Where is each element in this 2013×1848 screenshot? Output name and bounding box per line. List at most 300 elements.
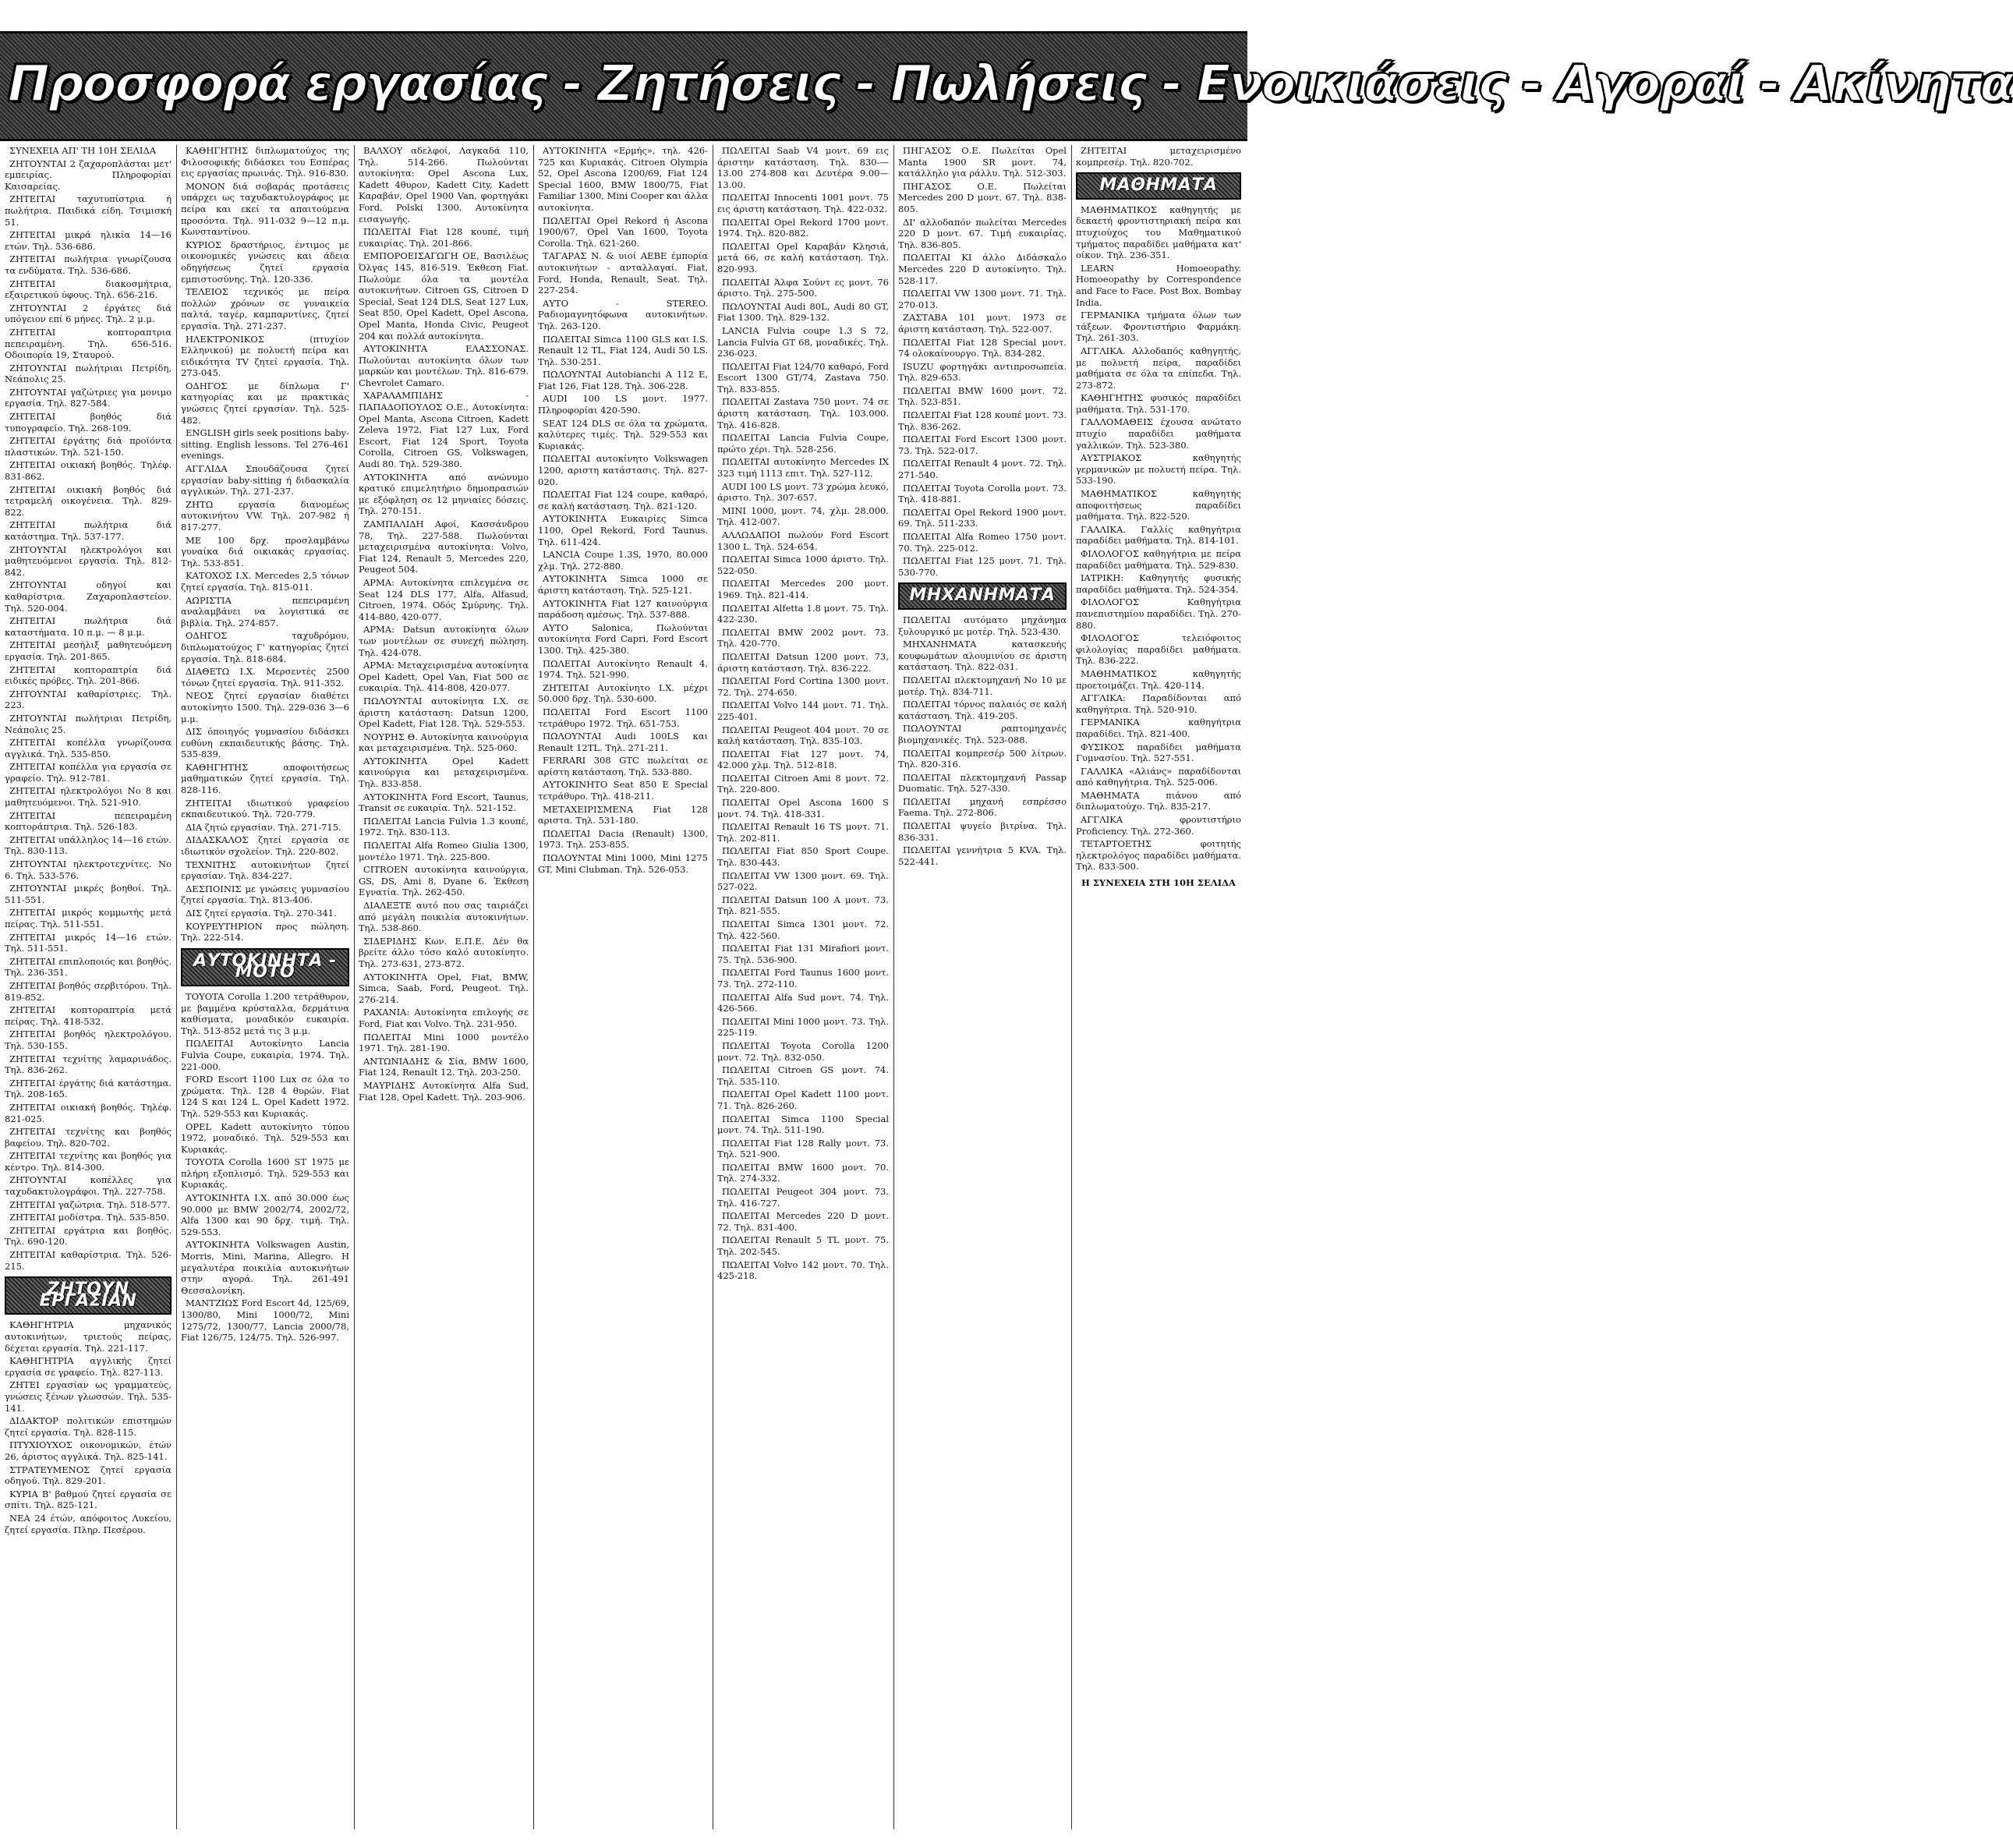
classified-ad [717,145,889,190]
classified-ad-text: ΠΩΛΕΙΤΑΙ Fiat 128 κουπέ μοντ. 73. Τηλ. 836-262. [898,409,1067,432]
classified-ad-text: ΖΗΤΕΙΤΑΙ τεχνίτης λαμαρινάδος. Τηλ. 836-262. [5,1053,172,1076]
classified-ad-text: ΠΩΛΕΙΤΑΙ Opel Kadett 1100 μοντ. 71. Τηλ. 826-260. [717,1089,889,1111]
classified-ad-text: ΖΗΤΕΙΤΑΙ ταχυτυπίστρια ή πωλήτρια. Παιδικά είδη. Τσιμισκή 51. [5,193,172,228]
classified-ad-text: ΦΙΛΟΛΟΓΟΣ Καθηγήτρια πανεπιστημίου παραδίδει. Τηλ. 270-880. [1076,597,1241,631]
classified-ad-text: ΖΗΤΕΙΤΑΙ οικιακή βοηθός. Τηλέφ. 821-025. [5,1101,172,1124]
classified-ad-text: ΖΗΤΟΥΝΤΑΙ ηλεκτρολόγοι και μαθητευόμενοι εργασία. Τηλ. 812-842. [5,543,172,578]
classified-ad [1076,310,1241,344]
classified-ad [538,215,708,250]
classified-ad [898,312,1067,335]
classified-ad-text: ΠΩΛΟΥΝΤΑΙ αυτοκίνητα Ι.Χ. σε άριστη κατάσταση: Datsun 1200, Opel Kadett, Fiat 128. Τηλ. 529-553. [359,695,529,730]
classified-ad-text: ΔΙΑΛΕΞΤΕ αυτό που σας ταιριάζει από μεγάλη ποικιλία αυτοκινήτων. Τηλ. 538-860. [359,900,529,934]
classified-ad [5,932,172,954]
classified-ad-text: ΖΗΤΟΥΝΤΑΙ ηλεκτροτεχνίτες. Νο 6. Τηλ. 533-576. [5,859,172,881]
classified-ad-text: FORD Escort 1100 Lux σε όλα το χρώματα. Τηλ. 128 4 θυρών. Fiat 124 S και 124 L. Opel Kadett 1972. Τηλ. 529-553 και Κυριακάς. [181,1074,349,1119]
classified-ad-text: ΠΩΛΕΙΤΑΙ Opel Καραβάν Κλησιά, μετά 66, σε καλή κατάσταση. Τηλ. 820-993. [717,240,889,274]
classified-ad [181,381,349,426]
classified-ad-text: ΠΩΛΕΙΤΑΙ Fiat 128 Rally μοντ. 73. Τηλ. 521-900. [717,1137,889,1160]
classified-ad-text: ΑΥΤΟ - STEREO. Ραδιομαγνητόφωνα αυτοκινήτων. Τηλ. 263-120. [538,297,708,331]
classified-ad [5,1004,172,1027]
classified-ad [898,639,1067,673]
classified-ad [717,724,889,747]
classified-ad [5,387,172,409]
classified-ad [1076,548,1241,571]
classified-ad [1076,488,1241,522]
classified-ad-text: ΠΩΛΕΙΤΑΙ Mini 1000 μοντ. 73. Τηλ. 225-119. [717,1015,889,1039]
classified-ad [5,278,172,301]
classified-ad-text: ΠΩΛΕΙΤΑΙ BMW 1600 μοντ. 70. Τηλ. 274-332. [717,1161,889,1184]
classified-ad-text: ΠΩΛΕΙΤΑΙ Mercedes 200 μοντ. 1969. Τηλ. 821-414. [717,578,889,600]
classified-ad [181,859,349,882]
classified-ad [1076,263,1241,308]
column-6 [898,145,1067,1829]
classified-ad [538,453,708,487]
classified-ad [717,1016,889,1039]
classified-ad-text: ΖΗΤΕΙΤΑΙ έργάτης διά προϊόντα πλαστικών. Τηλ. 521-150. [5,435,172,458]
classified-ad [5,1513,172,1535]
classified-ad [5,1150,172,1173]
classified-ad-text: ΑΓΓΛΙΚΑ: Παραδίδονται από καθηγήτρια. Τηλ. 520-910. [1076,692,1241,715]
classified-ad-text: ΖΗΤΕΙΤΑΙ έργάτης διά κατάστημα. Τηλ. 208-165. [5,1077,172,1100]
classified-ad [898,434,1067,456]
classified-ad [898,507,1067,529]
classified-ad-text: ΜΕΤΑΧΕΙΡΙΣΜΕΝΑ Fiat 128 αριστα. Τηλ. 531-180. [538,803,708,827]
classified-ad-text: ΠΩΛΕΙΤΑΙ Αυτοκίνητο Lancia Fulvia Coupe, ευκαιρία, 1974. Τηλ. 221-000. [181,1038,349,1072]
classified-ad-text: ΖΗΤΕΙΤΑΙ μεσήλιξ μαθητευόμενη εργασία. Τηλ. 201-865. [5,639,172,662]
classified-ad-text: ΤΕΧΝΙΤΗΣ αυτοκινήτων ζητεί εργασίαν. Τηλ. 834-227. [181,859,349,882]
classified-ad-text: ΠΩΛΕΙΤΑΙ Volvo 144 μοντ. 71. Τηλ. 225-401. [717,699,889,722]
classified-ad-text: ΠΩΛΕΙΤΑΙ Dacia (Renault) 1300, 1973. Τηλ. 253-855. [538,827,708,851]
column-7 [1076,145,1241,1829]
classified-ad [181,334,349,379]
classified-ad-text: ΠΩΛΕΙΤΑΙ Mini 1000 μοντέλο 1971. Τηλ. 281-190. [359,1031,529,1054]
column-7-ads [1076,145,1241,168]
classified-ad [181,666,349,689]
classified-ad-text: ΑΥΤΟ Salonica, Πωλούνται αυτοκίνητα Ford Capri, Ford Escort 1300. Τηλ. 425-380. [538,621,708,656]
classified-ad [181,499,349,533]
classified-ad [898,674,1067,697]
classified-ad-text: ΖΗΤΕΙΤΑΙ ιδιωτικού γραφείου εκπαιδευτικού. Τηλ. 720-779. [181,797,349,820]
classified-ad [717,1210,889,1233]
classified-ad-text: ΦΙΛΟΛΟΓΟΣ καθηγήτρια με πείρα παραδίδει μαθήματα. Τηλ. 529-830. [1076,548,1241,571]
classified-ad [1076,204,1241,261]
classified-ad [181,921,349,943]
classified-ad-text: ΑΝΤΩΝΙΑΔΗΣ & Σία, BMW 1600, Fiat 124, Renault 12. Τηλ. 203-250. [359,1055,529,1078]
classified-ad-text: ΠΩΛΕΙΤΑΙ Ford Cortina 1300 μοντ. 72. Τηλ. 274-650. [717,675,889,698]
classified-ad-text: ΑΥΤΟΚΙΝΗΤΟ Seat 850 E Special τετράθυρο. Τηλ. 418-211. [538,779,708,802]
classified-ad-text: ΚΑΤΟΧΟΣ Ι.Χ. Mercedes 2,5 τόνων ζητεί εργασία. Τηλ. 815-011. [181,570,349,593]
classified-ad-text: ΠΩΛΕΙΤΑΙ BMW 1600 μοντ. 72. Τηλ. 523-851. [898,384,1067,408]
classified-ad [717,797,889,820]
classified-ad [717,894,889,917]
column-divider [1071,145,1072,1829]
classifieds-banner [0,31,2013,141]
classified-ad-text: ΑΥΤΟΚΙΝΗΤΑ «Ερμής», τηλ. 426-725 και Κυριακάς. Citroen Olympia 52, Opel Ascona 1200/69, Fiat 124 Special 1600, BMW 1800/75, Fiat Familiar 1300, Mini Cooper και άλλα αυτοκίνητα. [538,145,708,213]
classified-ad [181,798,349,820]
classified-ad-text: ΖΗΤΕΙΤΑΙ γαζώτρια. Τηλ. 518-577. [9,1198,171,1210]
classified-ad-text: ΑΓΓΛΙΚΑ φροντιστήριο Proficiency. Τηλ. 272-360. [1076,814,1241,837]
classified-ad [181,1074,349,1119]
classified-ad-text: ΖΗΤΕΙΤΑΙ κοπτοραπτρία μετά πείρας. Τηλ. 418-532. [5,1004,172,1027]
classified-ad-text: ΙΑΤΡΙΚΗ: Καθηγητής φυσικής παραδίδει μαθήματα. Τηλ. 524-354. [1076,572,1241,595]
classified-ad-text: ΑΥΤΟΚΙΝΗΤΑ Opel, Fiat, BMW, Simca, Saab, Ford, Peugeot. Τηλ. 276-214. [359,971,529,1005]
classified-ad-text: ΜΕ 100 δρχ. προσλαμβάνω γυναίκα διά οικιακάς εργασίας. Τηλ. 533-851. [181,534,349,568]
classified-ad [5,158,172,193]
classified-ad-text: ΖΗΤΟΥΝΤΑΙ πωλήτριαι Πετρίδη, Νεάπολις 25. [5,362,172,385]
classified-ad-text: ΔΙΔΑΚΤΟΡ πολιτικών επιστημών ζητεί εργασία. Τηλ. 828-115. [5,1415,172,1438]
column-7b-ads [1076,204,1241,873]
classified-ad-text: ΖΗΤΕΙΤΑΙ Αυτοκίνητο Ι.Χ. μέχρι 50.000 δρχ. Τηλ. 530-600. [538,681,708,705]
classified-ad-text: ΖΗΤΩ εργασία διανομέως αυτοκινήτου VW. Τηλ. 207-982 ή 817-277. [181,498,349,533]
column-divider [176,145,177,1829]
classified-ad [5,1379,172,1414]
classified-ad-text: ΜΑΘΗΜΑΤΙΚΟΣ καθηγητής προετοιμάζει. Τηλ. 420-114. [1076,667,1241,691]
classified-ad [5,810,172,833]
classified-ad [538,682,708,705]
classified-ad [5,883,172,905]
classified-ad [181,883,349,906]
classified-ad [359,864,529,898]
classified-ad [359,936,529,970]
classified-ad [359,840,529,862]
classified-ad [898,555,1067,578]
classified-ad-text: ΠΗΓΑΣΟΣ Ο.Ε. Πωλείται Opel Manta 1900 SR μοντ. 74, κατάλληλο για ράλλυ. Τηλ. 512-303. [898,145,1067,179]
classified-ad [538,779,708,802]
classified-ad [5,1225,172,1248]
classified-ad-text: ΖΗΤΕΙΤΑΙ κοπτοραπτρια πεπειραμένη. Τηλ. 656-516. Οδοιπορία 19, Σταυρού. [5,326,172,361]
classified-ad-text: ΠΩΛΕΙΤΑΙ Fiat 125 μοντ. 71. Τηλ. 530-770. [898,555,1067,578]
classified-ad-text: ΖΗΤΕΙΤΑΙ πωλήτρια γνωρίζουσα τα ενδύματα. Τηλ. 536-686. [5,253,172,276]
classified-ad-text: ΠΩΛΕΙΤΑΙ Zastava 750 μοντ. 74 σε άριστη κατάσταση. Τηλ. 103.000. Τηλ. 416-828. [717,396,889,430]
classified-ad-text: ΚΑΘΗΓΗΤΡΙΑ αγγλικής ζητεί εργασία σε γραφείο. Τηλ. 827-113. [5,1355,172,1378]
classified-ad [538,145,708,214]
classified-ad-text: ΠΩΛΕΙΤΑΙ Innocenti 1001 μοντ. 75 εις άριστη κατάσταση. Τηλ. 422-032. [717,192,889,214]
classified-ad [538,658,708,681]
classified-ad [181,239,349,285]
classified-ad [359,731,529,754]
classified-ad-text: ΠΩΛΕΙΤΑΙ Opel Ascona 1600 S μοντ. 74. Τηλ. 418-331. [717,797,889,820]
classified-ad [5,615,172,638]
classified-ad-text: ΖΗΤΕΙΤΑΙ βοηθός σερβιτόρου. Τηλ. 819-852. [5,979,172,1003]
classified-ad-text: ΖΗΤΕΙΤΑΙ εργάτρια και βοηθός. Τηλ. 690-120. [5,1224,172,1248]
classified-ad [538,369,708,391]
classified-ad [898,252,1067,286]
classified-ad-text: ΖΗΤΕΙΤΑΙ μεταχειρισμένο κομπρεσέρ. Τηλ. 820-702. [1076,145,1241,168]
classified-ad-text: ΠΩΛΕΙΤΑΙ Datsun 100 A μοντ. 73. Τηλ. 821-555. [717,894,889,917]
classified-ad [898,844,1067,867]
classified-ad-text: ΔΕΣΠΟΙΝΙΣ με γνώσεις γυμνασίου ζητεί εργασία. Τηλ. 813-406. [181,883,349,906]
classified-ad-text: ΠΩΛΕΙΤΑΙ Saab V4 μοντ. 69 εις άριστην κατάσταση. Τηλ. 830-—13.00 274-808 και Δευτέρα 9.00—13.00. [717,145,889,190]
classified-ad [717,1113,889,1136]
classified-ad [898,796,1067,819]
classified-ad [898,772,1067,795]
classified-ad-text: ENGLISH girls seek positions baby-sitting. English lessons. Tel 276-461 evenings. [181,427,349,462]
classified-ad [717,241,889,275]
classified-ad-text: ΠΩΛΕΙΤΑΙ αυτοκίνητο Volkswagen 1200, αριστη κατάστασις. Τηλ. 827-020. [538,453,708,487]
classified-ad-text: ΚΑΘΗΓΗΤΗΣ αποφοιτήσεως μαθηματικών ζητεί εργασία. Τηλ. 828-116. [181,761,349,796]
classified-ad [5,664,172,687]
classified-ad [717,505,889,528]
classified-ad [181,595,349,629]
classified-ad [181,1156,349,1191]
classified-ad-text: ΔΙΣ όποιηγός γυμνασίου διδάσκει ευθύνη εκπαιδευτικής βάσης. Τηλ. 535-839. [181,726,349,760]
classified-ad [5,327,172,361]
classified-ad-text: ΚΟΥΡΕΥΤΗΡΙΟΝ προς πώληση. Τηλ. 222-514. [181,920,349,943]
classified-ad-text: ΠΩΛΕΙΤΑΙ Renault 16 TS μοντ. 71. Τηλ. 202-811. [717,821,889,844]
classified-ad [359,624,529,658]
classified-ad-text: ΚΑΘΗΓΗΤΡΙΑ μηχανικός αυτοκινήτων, τριετούς πείρας, δέχεται εργασία. Τηλ. 221-117. [5,1319,172,1354]
classified-ad-text: MINI 1000, μοντ. 74, χλμ. 28.000. Τηλ. 412-007. [717,504,889,528]
classified-ad [538,573,708,596]
classified-ad [1076,452,1241,487]
classified-ad [1076,392,1241,415]
classified-ad-text: ΜΗΧΑΝΗΜΑΤΑ κατασκευής κουφωμάτων αλουμινίου σε άριστη κατάσταση. Τηλ. 822-031. [898,639,1067,673]
classified-ad-text: ΠΩΛΕΙΤΑΙ ΚΙ άλλο Διδάσκαλο Mercedes 220 D αυτοκίνητο. Τηλ. 528-117. [898,252,1067,286]
classified-ad [5,435,172,458]
classified-ad [5,145,172,157]
classified-ad [5,1415,172,1438]
classified-ad-text: ΠΩΛΟΥΝΤΑΙ Audi 80L, Audi 80 GT, Fiat 1300. Τηλ. 829-132. [717,300,889,324]
classified-ad-text: ΖΗΤΕΙΤΑΙ επιπλοποιός και βοηθός. Τηλ. 236-351. [5,955,172,979]
column-divider [893,145,894,1829]
classified-ad-text: ΖΗΤΕΙΤΑΙ πεπειραμένη κοπτοράπτρια. Τηλ. 526-183. [5,809,172,833]
classified-ad-text: ΤΕΛΕΙΟΣ τεχνικός με πείρα πολλών χρόνων σε γυναικεία παλτά, ταγέρ, καμπαρντίνες, ζητεί εργασία. Τηλ. 271-237. [181,286,349,331]
classified-ad [5,411,172,434]
classified-ad-text: ΖΗΤΕΙΤΑΙ πωλήτρια διά καταστήματα. 10 π.μ. — 8 μ.μ. [5,615,172,638]
classified-ad [359,577,529,622]
classified-ad-text: ΠΩΛΕΙΤΑΙ μηχανή εσπρέσσο Faema. Τηλ. 272-806. [898,795,1067,819]
classified-ad [1076,345,1241,391]
classified-ad-text: ΖΗΤΟΥΝΤΑΙ 2 ζαχαροπλάσται μετ' εμπειρίας. Πληροφορίαι Καισαρείας. [5,158,172,192]
classified-ad [1076,668,1241,691]
classified-ad [717,1089,889,1111]
classified-ad [359,660,529,694]
classified-ad [5,1464,172,1487]
classified-ad [1076,742,1241,764]
classified-ad-text: ΠΩΛΕΙΤΑΙ πλεκτομηχανή Passap Duomatic. Τηλ. 527-330. [898,771,1067,795]
classified-ad [181,286,349,331]
classified-ad-text: ΠΩΛΕΙΤΑΙ Simca 1100 GLS και I.S. Renault 12 TL, Fiat 124, Audi 50 LS. Τηλ. 530-251. [538,333,708,367]
classified-ad [5,544,172,579]
classified-ad-text: ΖΗΤΕΙΤΑΙ κοπέλλα για εργασία σε γραφείο. Τηλ. 912-781. [5,761,172,784]
classified-ad [5,1355,172,1378]
column-6-ads [898,145,1067,578]
classified-ad [5,1102,172,1124]
classified-ad [717,943,889,965]
classified-ad-text: ΠΩΛΕΙΤΑΙ Fiat 850 Sport Coupe. Τηλ. 830-443. [717,845,889,869]
classified-ad [359,145,529,225]
classified-ad-text: ΖΗΤΕΙΤΑΙ κοπτοραπτρία διά ειδικές πρόβες. Τηλ. 201-866. [5,664,172,687]
classified-ad [717,432,889,455]
classified-ad [181,1121,349,1156]
classified-ad [5,519,172,542]
classified-ad-text: ΠΩΛΕΙΤΑΙ Simca 1301 μοντ. 72. Τηλ. 422-560. [717,919,889,941]
classified-ad [898,723,1067,745]
classified-ad-text: ΑΥΣΤΡΙΑΚΟΣ καθηγητής γερμανικών με πολυετή πείρα. Τηλ. 533-190. [1076,452,1241,487]
classified-ad-text: ΠΩΛΟΥΝΤΑΙ Autobianchi A 112 E, Fiat 126, Fiat 128. Τηλ. 306-228. [538,369,708,391]
classified-ad [1076,524,1241,547]
classified-ad-text: ΓΑΛΛΙΚΑ «Αλιάνς» παραδίδονται από καθηγήτρια. Τηλ. 525-006. [1076,765,1241,788]
classified-ad [898,820,1067,843]
classified-ad-text: ΖΗΤΕΙΤΑΙ μικρός κομμωτής μετά πείρας. Τηλ. 511-551. [5,907,172,929]
classified-ad [898,385,1067,408]
classified-ad-text: ΓΑΛΛΙΚΑ. Γαλλίς καθηγήτρια παραδίδει μαθήματα. Τηλ. 814-101. [1076,523,1241,547]
classified-ad [717,1040,889,1063]
classified-ad-text: ΜΑΥΡΙΔΗΣ Αυτοκίνητα Alfa Sud, Fiat 128, Opel Kadett. Τηλ. 203-906. [359,1079,529,1103]
classified-ad [359,1007,529,1029]
classified-ad-text: ΖΗΤΟΥΝΤΑΙ μικρές βοηθοί. Τηλ. 511-551. [5,883,172,905]
classified-ad-text: ΣΤΡΑΤΕΥΜΕΝΟΣ ζητεί εργασία οδηγού. Τηλ. 829-201. [5,1464,172,1487]
classified-ad-text: ΖΗΤΕΙΤΑΙ μικρά ηλικία 14—16 ετών. Τηλ. 536-686. [5,229,172,252]
classified-ad-text: ΑΡΜΑ: Μεταχειρισμένα αυτοκίνητα Opel Kadett, Opel Van, Fiat 500 σε ευκαιρία. Τηλ. 414-808, 420-077. [359,660,529,694]
classified-ad [717,992,889,1014]
classified-ad-text: ΠΩΛΕΙΤΑΙ ψυγείο βιτρίνα. Τηλ. 836-331. [898,820,1067,843]
column-2b-ads [181,991,349,1344]
classified-ad [538,622,708,657]
classified-ad [898,458,1067,480]
column-divider [533,145,534,1829]
classified-ad [538,334,708,368]
column-1b-ads [5,1319,172,1535]
classified-ad-text: ΠΩΛΕΙΤΑΙ Alfetta 1.8 μοντ. 75. Τηλ. 422-230. [717,602,889,625]
classified-ad [717,361,889,395]
classified-ad [717,481,889,504]
classified-ad-text: ΠΤΥΧΙΟΥΧΟΣ οικονομικών, έτών 26, άριστος αγγλικά. Τηλ. 825-141. [5,1439,172,1462]
classified-ad-text: AUDI 100 LS μοντ. 73 χρώμα λευκό, άριστο. Τηλ. 307-657. [717,480,889,504]
classified-ad-text: ΟΔΗΓΟΣ ταχυδρόμου, διπλωματούχος Γ' κατηγορίας ζητεί εργασία. Τηλ. 818-684. [181,630,349,664]
classified-ad [717,217,889,239]
classified-ad [1076,692,1241,715]
classified-ad-text: FERRARI 308 GTC πωλείται σε αρίστη κατάσταση. Τηλ. 533-880. [538,755,708,777]
classified-ad-text: ΓΕΡΜΑΝΙΚΑ τμήματα όλων των τάξεων. Φροντιστήριο Φαρμάκη. Τηλ. 261-303. [1076,310,1241,344]
classified-ad [717,301,889,324]
classified-ad [5,1489,172,1511]
column-1-ads [5,145,172,1272]
classified-ad-text: ΠΩΛΟΥΝΤΑΙ Audi 100LS και Renault 12TL. Τηλ. 271-211. [538,731,708,753]
classified-ad-text: ΠΩΛΕΙΤΑΙ Renault 4 μοντ. 72. Τηλ. 271-540. [898,458,1067,481]
classified-ad [5,785,172,808]
classified-ad [5,1249,172,1272]
classified-ad-text: ΖΗΤΕΙΤΑΙ μικρός 14—16 ετών. Τηλ. 511-551. [5,931,172,954]
classified-ad [359,343,529,388]
classified-ad-text: ΑΡΜΑ: Datsun αυτοκίνητα όλων των μοντέλων σε συνεχή πώληση. Τηλ. 424-078. [359,624,529,658]
classified-ad [5,907,172,929]
classified-ad [5,713,172,735]
classified-ad [5,229,172,252]
classified-ad-text: ΠΩΛΕΙΤΑΙ Citroen Ami 8 μοντ. 72. Τηλ. 220-800. [717,772,889,795]
classified-ad-text: ΗΛΕΚΤΡΟΝΙΚΟΣ (πτυχίον Ελληνικού) με πολυετή πείρα και ειδικότητα TV ζητεί εργασία. Τηλ. 273-045. [181,333,349,379]
column-5 [717,145,889,1829]
classified-ad-text: ΓΑΛΛΟΜΑΘΕΙΣ έχουσα ανώτατο πτυχίο παραδίδει μαθήματα γαλλικών. Τηλ. 523-380. [1076,416,1241,451]
classified-ad-text: ΠΩΛΕΙΤΑΙ VW 1300 μοντ. 69. Τηλ. 527-022. [717,869,889,893]
classified-ad-text: ΖΗΤΟΥΝΤΑΙ πωλήτριαι Πετρίδη, Νεάπολις 25. [5,712,172,735]
classified-ad [717,578,889,600]
classified-ad-text: ΠΩΛΕΙΤΑΙ Ford Escort 1300 μοντ. 73. Τηλ. 522-017. [898,434,1067,456]
classified-ad-text: ΠΩΛΕΙΤΑΙ Fiat 128 κουπέ, τιμή ευκαιρίας. Τηλ. 201-866. [359,226,529,249]
classified-ad [181,822,349,834]
classified-ad [898,531,1067,554]
classified-ad-text: TOYOTA Corolla 1.200 τετράθυρον, με βαμμένα κρύσταλλα, δερμάτινα καθίσματα, μοναδικόν ευκαιρία. Τηλ. 513-852 μετά τις 3 μ.μ. [181,990,349,1036]
classified-ad-text: ΑΥΤΟΚΙΝΗΤΑ Ford Escort, Taunus, Transit σε ευκαιρία. Τηλ. 521-152. [359,791,529,814]
classified-ad-text: ΔΙΔΑΣΚΑΛΟΣ ζητεί εργασία σε ιδιωτικόν σχολείον. Τηλ. 220-802. [181,834,349,858]
classified-ad [717,325,889,359]
classified-ad-text: ΠΩΛΕΙΤΑΙ Opel Rekord 1700 μοντ. 1974. Τηλ. 820-882. [717,216,889,239]
classified-ad-text: ΖΗΤΕΙΤΑΙ υπάλληλος 14—16 ετών. Τηλ. 830-113. [5,834,172,857]
classified-ad [5,1439,172,1462]
classified-ad [538,804,708,827]
classified-ad-text: CITROEN αυτοκίνητα καινούργια, GS, DS, Ami 8, Dyane 6. Έκθεση Εγνατία. Τηλ. 262-450. [359,864,529,898]
classified-ad [717,919,889,941]
classified-ad [898,748,1067,770]
classified-ad-text: ΖΑΣΤΑΒΑ 101 μοντ. 1973 σε άριστη κατάσταση. Τηλ. 522-007. [898,312,1067,335]
classified-ad-text: ΠΩΛΕΙΤΑΙ Renault 5 TL μοντ. 75. Τηλ. 202-545. [717,1234,889,1258]
classified-ad-text: ΖΗΤΟΥΝΤΑΙ 2 έργάτες διά υπόγειον επί 6 μήνες. Τηλ. 2 μ.μ. [5,302,172,325]
classified-ad [359,250,529,342]
classified-ad-text: ΑΥΤΟΚΙΝΗΤΑ Volkswagen Austin, Morris, Mini, Marina, Allegro. Η μεγαλυτέρα ποικιλία αυτοκινήτων στην αγορά. Τηλ. 261-491 Θεσσαλονίκη. [181,1239,349,1296]
classified-ad-text: ΠΩΛΕΙΤΑΙ Simca 1100 Special μοντ. 74. Τηλ. 511-190. [717,1113,889,1136]
classified-ad-text: ΖΗΤΕΙΤΑΙ καθαρίστρια. Τηλ. 526-215. [5,1249,172,1272]
classified-ad [538,598,708,621]
classified-ad-text: ΖΗΤΕΙ εργασίαν ως γραμματεύς, γνώσεις ξένων γλωσσών. Τηλ. 535-141. [5,1379,172,1414]
classified-ad-text: ΑΥΤΟΚΙΝΗΤΑ I.X. από 30.000 έως 90.000 με BMW 2002/74, 2002/72, Alfa 1300 και 90 δρχ. τιμή. Τηλ. 529-553. [181,1192,349,1237]
classified-ad-text: OPEL Kadett αυτοκίνητο τύπου 1972, μοναδικό. Τηλ. 529-553 και Κυριακάς. [181,1120,349,1155]
classified-ad [717,627,889,650]
classified-ad [5,639,172,662]
classified-ad-text: ΠΩΛΕΙΤΑΙ Opel Rekord ή Ascona 1900/67, Opel Van 1600, Toyota Corolla. Τηλ. 621-260. [538,214,708,249]
classified-ad [5,1212,172,1223]
classified-ad-text: ΜΑΘΗΜΑΤΑ πιάνου από διπλωματούχο. Τηλ. 835-217. [1076,789,1241,812]
classified-ad-text: ΒΑΛΧΟΥ αδελφοί, Λαγκαδά 110, Τηλ. 514-266. Πωλούνται αυτοκίνητα: Opel Ascona Lux, Kadett 4θυρον, Kadett City, Kadett Καραβάν, Opel 1900 Van, φορτηγάκι Ford, Polski 1300, Αυτοκίνητα εισαγωγής. [359,145,529,225]
classified-ad [1076,597,1241,631]
classified-ad [359,1032,529,1054]
classified-ad [181,908,349,919]
classified-ad [359,519,529,575]
classified-ad-text: ΑΩΡΙΣΤΙΑ πεπειραμένη αναλαμβάνει να λογιστικά σε βιβλία. Τηλ. 274-857. [181,594,349,628]
column-3b-ads [359,696,529,1103]
classified-ad-text: ΤΑΓΑΡΑΣ Ν. & υιοί ΑΕΒΕ έμπορία αυτοκινήτων - ανταλλαγαί. Fiat, Ford, Honda, Renault, Seat. Τηλ. 227-254. [538,250,708,296]
classified-ad [181,726,349,760]
classified-ad [717,1186,889,1209]
classified-ad [1076,766,1241,788]
classified-ad-text: ΑΥΤΟΚΙΝΗΤΑ Opel Kadett καινούργια και μεταχειρισμένα. Τηλ. 833-858. [359,755,529,790]
classified-ad-text: ΖΗΤΕΙΤΑΙ διακοσμήτρια, εξαιρετικού ύφους. Τηλ. 656-216. [5,278,172,301]
classified-ad-text: ΑΥΤΟΚΙΝΗΤΑ Ευκαιρίες Simca 1100, Opel Rekord, Ford Taunus. Τηλ. 611-424. [538,513,708,547]
classified-ad [181,1239,349,1296]
classified-ad [717,821,889,844]
classified-ad [538,755,708,777]
classified-ad [5,484,172,519]
classified-ad-text: ΠΩΛΕΙΤΑΙ κομπρεσέρ 500 λίτρων. Τηλ. 820-316. [898,747,1067,770]
classified-ad-text: ΖΗΤΕΙΤΑΙ μοδίστρα. Τηλ. 535-850. [9,1212,170,1223]
classified-ad [359,390,529,469]
classified-ad-text: ΔΙΑ ζητώ εργασίαν. Τηλ. 271-715. [186,821,341,833]
classified-ad-text: ΔΙΑΘΕΤΩ Ι.Χ. Μερσεντές 2500 τόνων ζητεί εργασία. Τηλ. 911-352. [181,666,349,689]
classified-ad-text: AUDI 100 LS μοντ. 1977. Πληροφορίαι 420-590. [538,393,708,416]
classified-ad-text: ΤΕΤΑΡΤΟΕΤΗΣ φοιτητής ηλεκτρολόγος παραδίδει μαθήματα. Τηλ. 833-500. [1076,838,1241,873]
classified-ad [5,859,172,881]
classified-ad [898,614,1067,637]
classified-ad [5,956,172,979]
classified-ad [181,427,349,462]
classified-ad [538,549,708,572]
classified-ad [898,337,1067,359]
classified-ad [717,967,889,989]
classified-ad [538,250,708,296]
classified-ad [181,1038,349,1072]
classified-ad-text: ΠΩΛΕΙΤΑΙ Peugeot 304 μοντ. 73. Τηλ. 416-727. [717,1186,889,1209]
classified-ad-text: ΠΩΛΕΙΤΑΙ Fiat 127 μοντ. 74, 42.000 χλμ. Τηλ. 512-818. [717,748,889,771]
classified-ad-text: ΖΗΤΟΥΝΤΑΙ γαζώτριες για μονιμο εργασία. Τηλ. 827-584. [5,386,172,409]
